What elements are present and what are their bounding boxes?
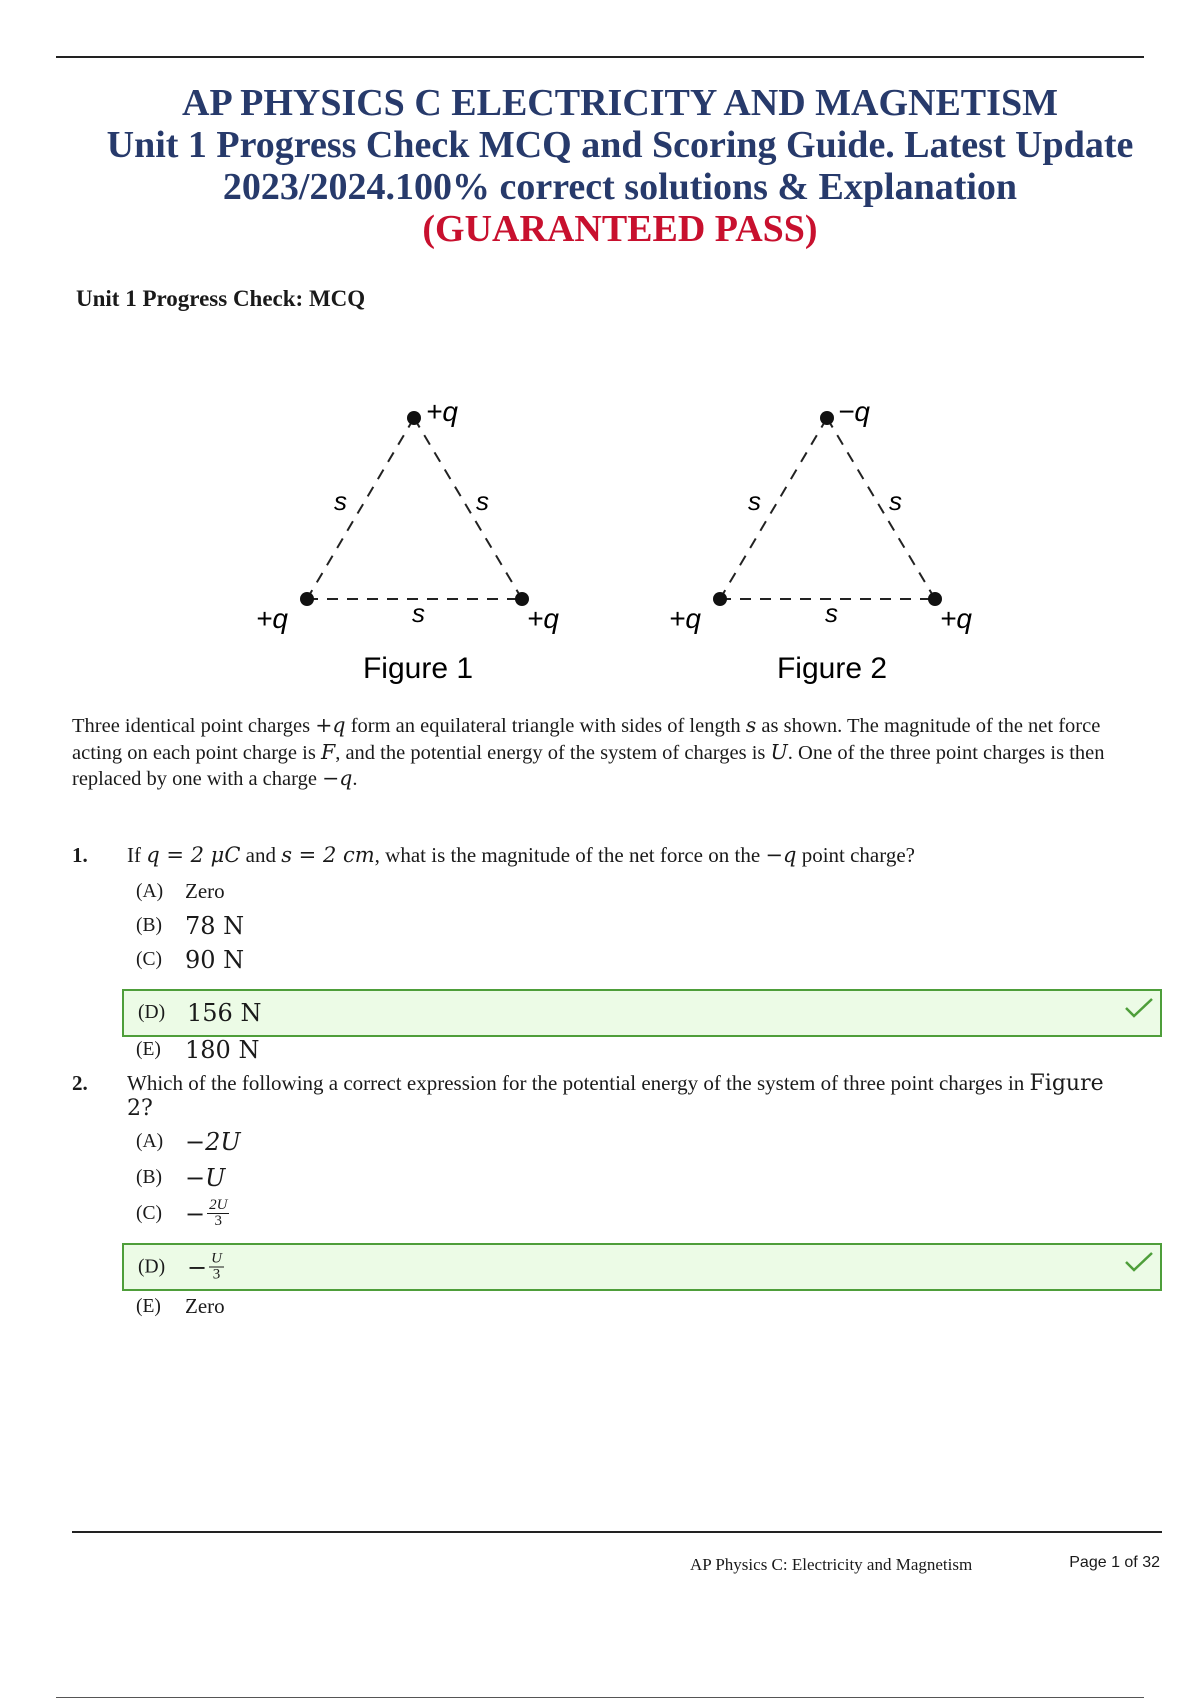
check-icon [1124,997,1154,1019]
fig2-caption: Figure 2 [776,652,888,685]
intro-text: Three identical point charges [72,715,316,737]
option-sign: − [187,1253,208,1281]
q1-text: and [240,843,282,867]
option-letter: (C) [136,949,162,970]
intro-text: form an equilateral triangle with sides of length [345,715,746,737]
option-letter: (A) [136,1131,164,1152]
fig2-right-charge: +q [940,603,972,634]
intro-text: , and the potential energy of the system of charges is [335,741,771,764]
option-value: −U [185,1164,226,1192]
q1-text: point charge? [796,843,916,867]
intro-math: F [320,739,336,764]
q1-option-c[interactable] [136,946,244,974]
fig1-side-left-line [307,418,414,599]
option-letter: (D) [138,1256,166,1277]
q2-option-a[interactable] [136,1128,241,1156]
section-heading: Unit 1 Progress Check: MCQ [76,286,366,311]
fig1-left-charge: +q [256,603,288,634]
option-sign: − [185,1199,206,1228]
q1-math: q = 2 μC [146,843,241,867]
option-value: 78 N [185,912,245,940]
fig2-left-charge: +q [669,603,701,634]
fig2-side-right-label: s [889,486,902,516]
fig1-left-charge-dot [300,592,314,606]
figure-1 [256,396,559,685]
fraction-denominator: 3 [212,1266,221,1283]
fig2-left-charge-dot [713,592,727,606]
option-value: −2U [185,1128,241,1156]
option-letter: (D) [138,1002,166,1023]
fig1-top-charge: +q [426,396,458,427]
intro-text: . [352,768,358,790]
fig2-top-charge: −q [838,396,870,427]
q1-text: , what is the magnitude of the net force on the [374,843,766,867]
option-letter: (B) [136,1167,162,1188]
footer-rule [72,1531,1162,1533]
document-title [60,82,1180,250]
fig1-top-charge-dot [407,411,421,425]
page-number: Page 1 of 32 [1069,1554,1160,1571]
title-line-2: Unit 1 Progress Check MCQ and Scoring Guide. Latest Update [106,124,1134,166]
figure-2 [669,396,972,685]
intro-math: s [745,713,757,737]
option-value: Zero [185,879,225,903]
q2-correct-answer-highlight [122,1243,1162,1291]
q1-option-d[interactable] [138,999,261,1027]
check-icon [1124,1251,1154,1273]
fraction [207,1198,229,1229]
charge-figures [0,385,1200,695]
bottom-rule [56,1697,1144,1698]
question-1-prompt [127,843,1127,868]
fig2-side-right-line [827,418,935,599]
fig1-side-bottom-label: s [412,598,425,628]
question-2-prompt [127,1071,1127,1121]
intro-text: . One of the three point charges is then replaced by one with a charge [72,741,1105,790]
fraction-denominator: 3 [214,1213,223,1229]
option-value: 90 N [185,946,245,974]
fig1-caption: Figure 1 [362,652,474,685]
option-letter: (E) [136,1295,161,1317]
fig1-right-charge: +q [527,603,559,634]
q1-option-a[interactable] [136,879,225,904]
intro-math: U [770,739,788,764]
fig2-side-left-label: s [748,486,761,516]
q1-option-b[interactable] [136,912,244,940]
q2-option-e[interactable] [136,1294,225,1319]
title-line-3: 2023/2024.100% correct solutions & Explanation [222,166,1018,208]
question-2-number: 2. [72,1071,88,1095]
fraction-numerator: U [211,1250,222,1267]
fig1-side-right-label: s [476,486,489,516]
option-value: Zero [185,1294,225,1318]
fig2-side-left-line [720,418,827,599]
top-rule [56,56,1144,58]
option-letter: (A) [136,880,164,902]
q2-option-d[interactable] [138,1252,224,1283]
q2-text: Which of the following a correct expression for the potential energy of the system of three point charges in [127,1071,1030,1095]
q2-figure-ref: Figure 2? [127,1071,1104,1121]
fig2-top-charge-dot [820,411,834,425]
q1-math: −q [765,843,797,867]
problem-setup [72,713,1132,793]
option-letter: (B) [136,915,162,936]
title-line-1: AP PHYSICS C ELECTRICITY AND MAGNETISM [182,82,1058,124]
intro-math: +q [315,713,346,737]
option-value: 156 N [187,999,262,1027]
option-value: 180 N [185,1036,260,1064]
fraction-numerator: 2U [209,1197,228,1213]
q1-text: If [127,843,147,867]
fraction [209,1252,224,1283]
q2-option-c[interactable] [136,1198,229,1229]
q1-correct-answer-highlight [122,989,1162,1037]
option-letter: (C) [136,1202,162,1224]
q1-math: s = 2 cm [281,843,375,867]
guarantee-banner: (GUARANTEED PASS) [422,208,818,250]
option-letter: (E) [136,1039,161,1060]
q2-option-b[interactable] [136,1164,225,1192]
q1-option-e[interactable] [136,1036,259,1064]
footer-subject: AP Physics C: Electricity and Magnetism [690,1555,973,1574]
intro-math: −q [322,766,353,790]
fig1-side-left-label: s [334,486,347,516]
question-1-number: 1. [72,843,88,867]
fig2-side-bottom-label: s [825,598,838,628]
intro-text: as shown. The magnitude of the net force acting on each point charge is [72,715,1101,764]
fig1-side-right-line [414,418,522,599]
